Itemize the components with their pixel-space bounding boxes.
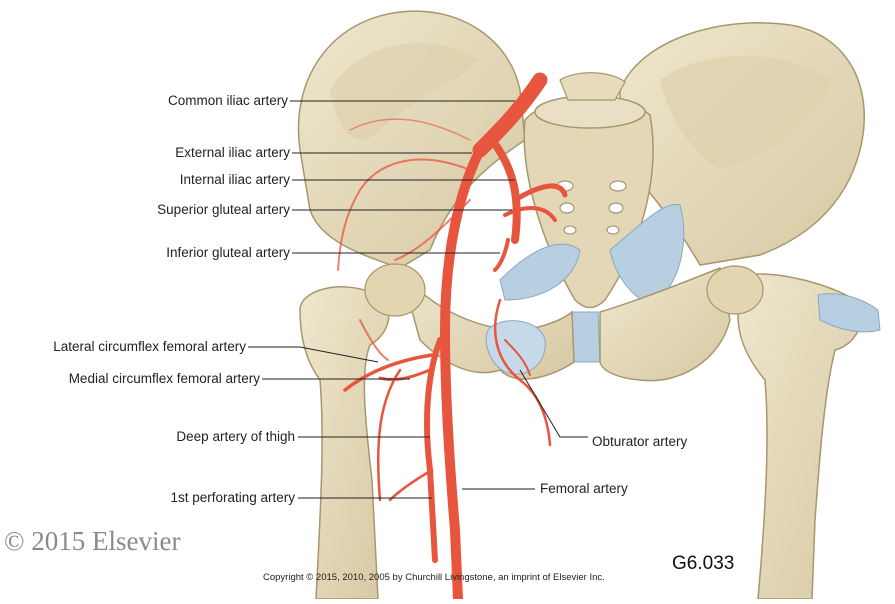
label-first-perforating-artery: 1st perforating artery xyxy=(170,490,295,505)
label-external-iliac-artery: External iliac artery xyxy=(175,145,290,160)
first-perforating-artery xyxy=(390,470,432,500)
label-inferior-gluteal-artery: Inferior gluteal artery xyxy=(166,245,290,260)
label-common-iliac-artery: Common iliac artery xyxy=(167,93,288,108)
label-obturator-artery: Obturator artery xyxy=(592,434,688,449)
copyright-notice: Copyright © 2015, 2010, 2005 by Churchill Livingstone, an imprint of Elsevier Inc. xyxy=(263,572,605,583)
elsevier-watermark: © 2015 Elsevier xyxy=(4,526,181,556)
external-iliac-artery xyxy=(445,150,480,599)
label-lateral-circumflex-femoral-artery: Lateral circumflex femoral artery xyxy=(53,339,246,354)
left-femoral-head xyxy=(707,266,763,314)
pubic-symphysis xyxy=(572,312,600,362)
figure-code: G6.033 xyxy=(672,553,735,574)
medial-circumflex-femoral-artery xyxy=(380,370,430,380)
label-femoral-artery: Femoral artery xyxy=(540,481,628,496)
label-deep-artery-of-thigh: Deep artery of thigh xyxy=(176,429,295,444)
sacrospinous-ligament-right xyxy=(500,244,580,300)
l5-vertebra xyxy=(535,96,645,128)
label-superior-gluteal-artery: Superior gluteal artery xyxy=(157,202,290,217)
inferior-gluteal-artery xyxy=(495,240,508,270)
deep-artery-of-thigh xyxy=(427,340,440,560)
right-femur xyxy=(300,287,389,599)
leader-obturator xyxy=(520,370,588,437)
label-internal-iliac-artery: Internal iliac artery xyxy=(179,172,290,187)
label-medial-circumflex-femoral-artery: Medial circumflex femoral artery xyxy=(68,371,260,386)
right-femoral-head xyxy=(365,264,425,316)
